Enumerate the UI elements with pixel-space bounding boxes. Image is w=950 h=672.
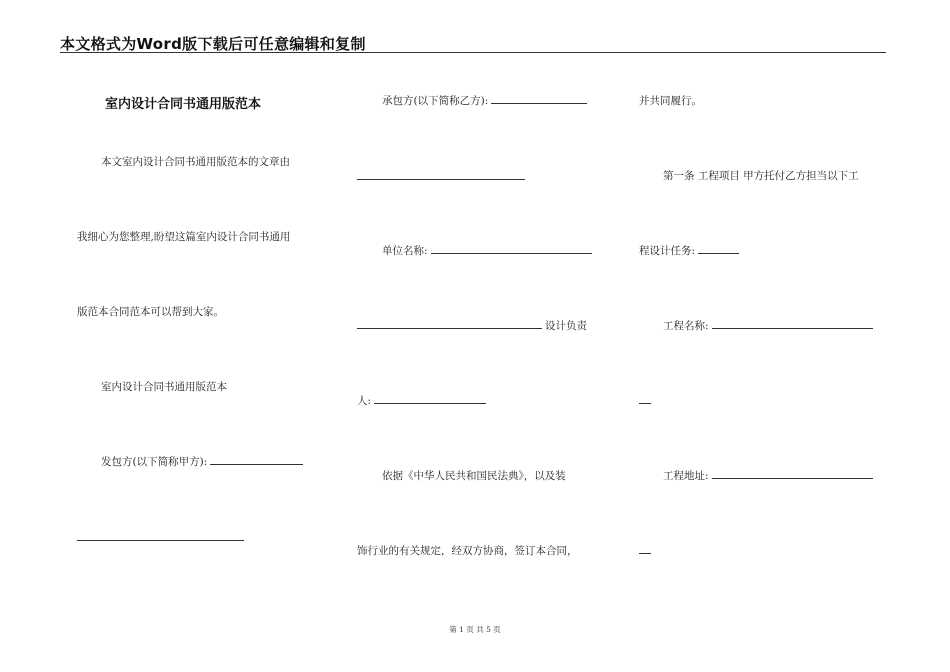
project-name-label: 工程名称: xyxy=(663,320,709,332)
party-b-row xyxy=(382,93,587,108)
section-subtitle: 室内设计合同书通用版范本 xyxy=(101,381,227,393)
project-address-label: 工程地址: xyxy=(663,470,709,482)
design-lead-label: 设计负责 xyxy=(545,320,587,332)
page-number: 第 1 页 共 5 页 xyxy=(449,625,501,634)
intro-line-2: 我细心为您整理,盼望这篇室内设计合同书通用 xyxy=(77,231,291,243)
intro-line-1: 本文室内设计合同书通用版范本的文章由 xyxy=(101,156,290,168)
party-b-blank xyxy=(491,93,587,104)
article1-line-2: 程设计任务: xyxy=(639,245,696,257)
project-address-blank-cont xyxy=(639,553,651,554)
header-divider xyxy=(60,52,886,53)
project-name-blank xyxy=(712,318,873,329)
design-task-row xyxy=(639,243,739,258)
basis-line-1: 依据《中华人民共和国民法典》，以及装 xyxy=(382,470,566,482)
unit-name-blank xyxy=(431,243,592,254)
intro-line-3: 版范本合同范本可以帮到大家。 xyxy=(77,306,224,318)
project-name-blank-cont xyxy=(639,403,651,404)
unit-name-blank-line xyxy=(357,318,542,329)
party-b-label: 承包方(以下简称乙方): xyxy=(382,95,489,107)
article1-line-1: 第一条 工程项目 甲方托付乙方担当以下工 xyxy=(663,170,859,182)
document-title: 室内设计合同书通用版范本 xyxy=(105,97,262,112)
design-lead-cont-row xyxy=(357,393,486,408)
unit-name-label: 单位名称: xyxy=(382,245,428,257)
document-header: 本文格式为Word版下载后可任意编辑和复制 xyxy=(60,35,366,53)
design-lead-label-cont: 人: xyxy=(357,395,372,407)
comply-text: 并共同履行。 xyxy=(639,95,702,107)
party-a-blank-line xyxy=(77,540,244,541)
party-a-row xyxy=(101,454,303,469)
design-lead-row xyxy=(357,318,587,333)
project-name-row xyxy=(663,318,873,333)
party-a-label: 发包方(以下简称甲方): xyxy=(101,456,208,468)
party-a-blank xyxy=(210,454,303,465)
design-task-blank xyxy=(698,243,739,254)
project-address-row xyxy=(663,468,873,483)
project-address-blank xyxy=(712,468,873,479)
party-b-blank-line xyxy=(357,179,525,180)
basis-line-2: 饰行业的有关规定，经双方协商，签订本合同， xyxy=(357,545,578,557)
design-lead-blank xyxy=(374,393,486,404)
unit-name-row xyxy=(382,243,592,258)
